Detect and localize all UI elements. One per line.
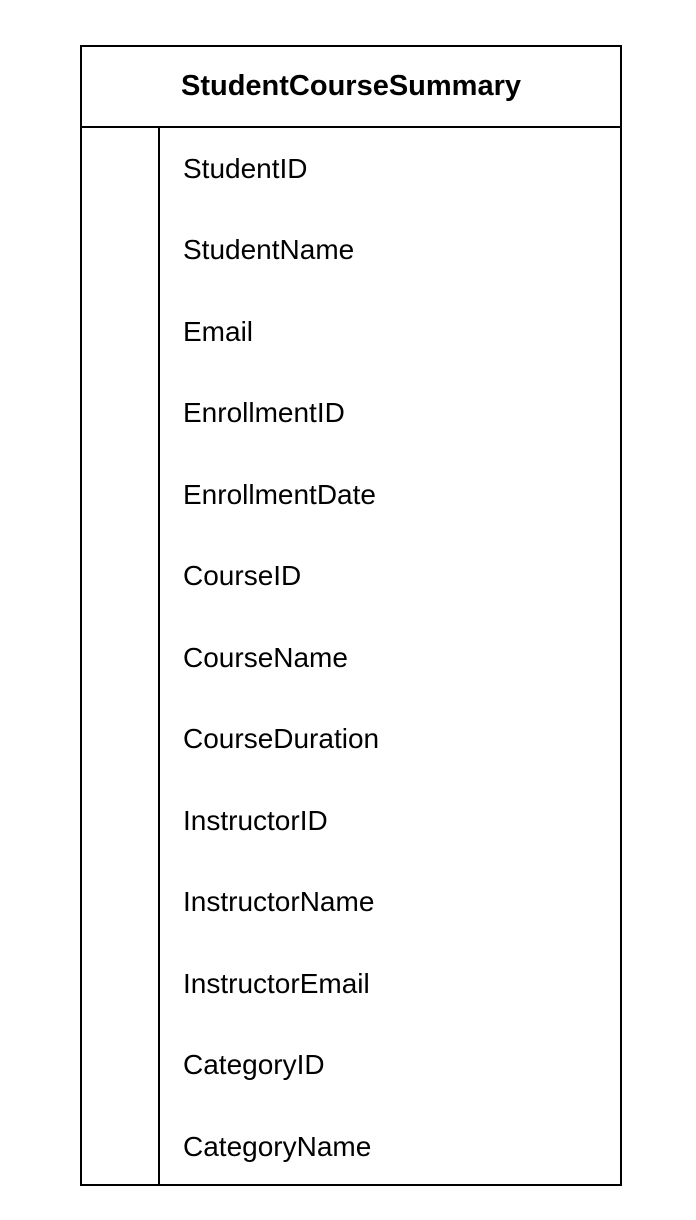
- attribute-row[interactable]: EnrollmentDate: [183, 478, 376, 510]
- attribute-row[interactable]: CourseDuration: [183, 723, 380, 755]
- attribute-row[interactable]: CourseName: [183, 641, 348, 673]
- attribute-row[interactable]: Email: [183, 315, 254, 347]
- entity-table-student-course-summary[interactable]: [80, 45, 622, 1186]
- attribute-row[interactable]: InstructorName: [183, 886, 375, 918]
- attribute-row[interactable]: StudentID: [183, 152, 308, 184]
- attribute-list: [160, 128, 620, 1184]
- entity-title: StudentCourseSummary: [180, 70, 521, 102]
- entity-body: [82, 128, 620, 1184]
- attribute-row[interactable]: CourseID: [183, 560, 302, 592]
- attribute-row[interactable]: StudentName: [183, 234, 355, 266]
- attribute-row[interactable]: CategoryID: [183, 1049, 325, 1081]
- attribute-row[interactable]: InstructorID: [183, 804, 328, 836]
- entity-header: [82, 47, 620, 128]
- attribute-row[interactable]: EnrollmentID: [183, 397, 345, 429]
- attribute-row[interactable]: InstructorEmail: [183, 967, 370, 999]
- key-column: [82, 128, 160, 1184]
- attribute-row[interactable]: CategoryName: [183, 1130, 372, 1162]
